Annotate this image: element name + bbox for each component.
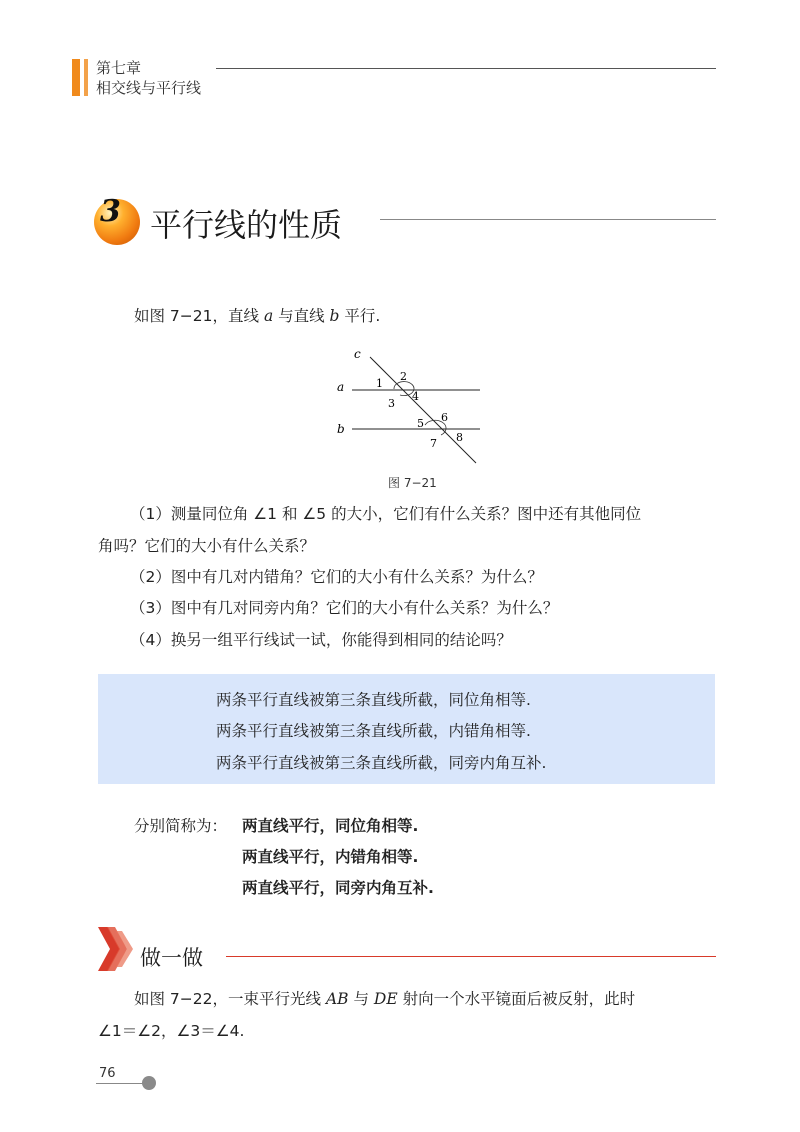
activity-rule xyxy=(226,956,716,957)
angle-label-6: 6 xyxy=(441,411,448,424)
var-de: DE xyxy=(373,990,398,1008)
question-3: （3）图中有几对同旁内角？它们的大小有什么关系？为什么？ xyxy=(130,599,559,617)
summary-line-1: 两直线平行，同位角相等. xyxy=(242,817,419,835)
angle-label-3: 3 xyxy=(388,397,395,410)
label-a: a xyxy=(337,380,345,394)
var-ab: AB xyxy=(325,990,349,1008)
chapter-title: 相交线与平行线 xyxy=(96,79,202,97)
page-number: 76 xyxy=(99,1066,116,1081)
property-same-side-interior: 两条平行直线被第三条直线所截，同旁内角互补. xyxy=(216,754,547,772)
angle-label-4: 4 xyxy=(412,390,419,403)
header-rule xyxy=(216,68,716,69)
angle-label-8: 8 xyxy=(456,431,463,444)
property-corresponding: 两条平行直线被第三条直线所截，同位角相等. xyxy=(216,691,531,709)
section-number: 3 xyxy=(100,194,121,229)
figure-parallel-lines-transversal xyxy=(330,345,490,470)
var-a: a xyxy=(263,307,274,325)
label-b: b xyxy=(337,422,345,436)
activity-title: 做一做 xyxy=(140,946,203,970)
question-4: （4）换另一组平行线试一试，你能得到相同的结论吗？ xyxy=(130,631,512,649)
property-alternate-interior: 两条平行直线被第三条直线所截，内错角相等. xyxy=(216,722,531,740)
intro-suffix: 平行. xyxy=(339,307,381,325)
angle-label-1: 1 xyxy=(376,377,383,390)
activity-mid: 与 xyxy=(348,990,374,1008)
activity-paragraph-line-2: ∠1＝∠2，∠3＝∠4. xyxy=(98,1022,245,1040)
intro-prefix: 如图 7−21，直线 xyxy=(134,307,264,325)
activity-suffix: 射向一个水平镜面后被反射，此时 xyxy=(397,990,636,1008)
angle-label-2: 2 xyxy=(400,370,407,383)
page-number-rule xyxy=(96,1083,146,1084)
var-b: b xyxy=(329,307,340,325)
chapter-number: 第七章 xyxy=(96,59,142,77)
question-2: （2）图中有几对内错角？它们的大小有什么关系？为什么？ xyxy=(130,568,543,586)
activity-prefix: 如图 7−22，一束平行光线 xyxy=(134,990,326,1008)
summary-line-2: 两直线平行，内错角相等. xyxy=(242,848,419,866)
line-c xyxy=(370,357,476,463)
question-1: （1）测量同位角 ∠1 和 ∠5 的大小，它们有什么关系？图中还有其他同位 xyxy=(130,505,642,523)
section-title-rule xyxy=(380,219,716,220)
question-1-cont: 角吗？它们的大小有什么关系？ xyxy=(98,537,316,555)
activity-paragraph-line-1 xyxy=(134,988,635,1010)
angle-label-5: 5 xyxy=(417,417,424,430)
arc-angles-1-4 xyxy=(394,382,414,396)
label-c: c xyxy=(354,347,361,361)
intro-mid: 与直线 xyxy=(273,307,330,325)
chevron-arrows-icon xyxy=(98,927,134,971)
chapter-heading xyxy=(96,58,201,98)
section-title: 平行线的性质 xyxy=(150,206,343,244)
summary-line-3: 两直线平行，同旁内角互补. xyxy=(242,879,434,897)
header-accent-bar-thin xyxy=(84,59,88,96)
header-accent-bar xyxy=(72,59,80,96)
figure-caption: 图 7−21 xyxy=(388,476,437,490)
intro-paragraph xyxy=(134,305,380,327)
angle-label-7: 7 xyxy=(430,437,437,450)
summary-lead: 分别简称为： xyxy=(134,817,228,835)
page-dot-icon xyxy=(142,1076,156,1090)
